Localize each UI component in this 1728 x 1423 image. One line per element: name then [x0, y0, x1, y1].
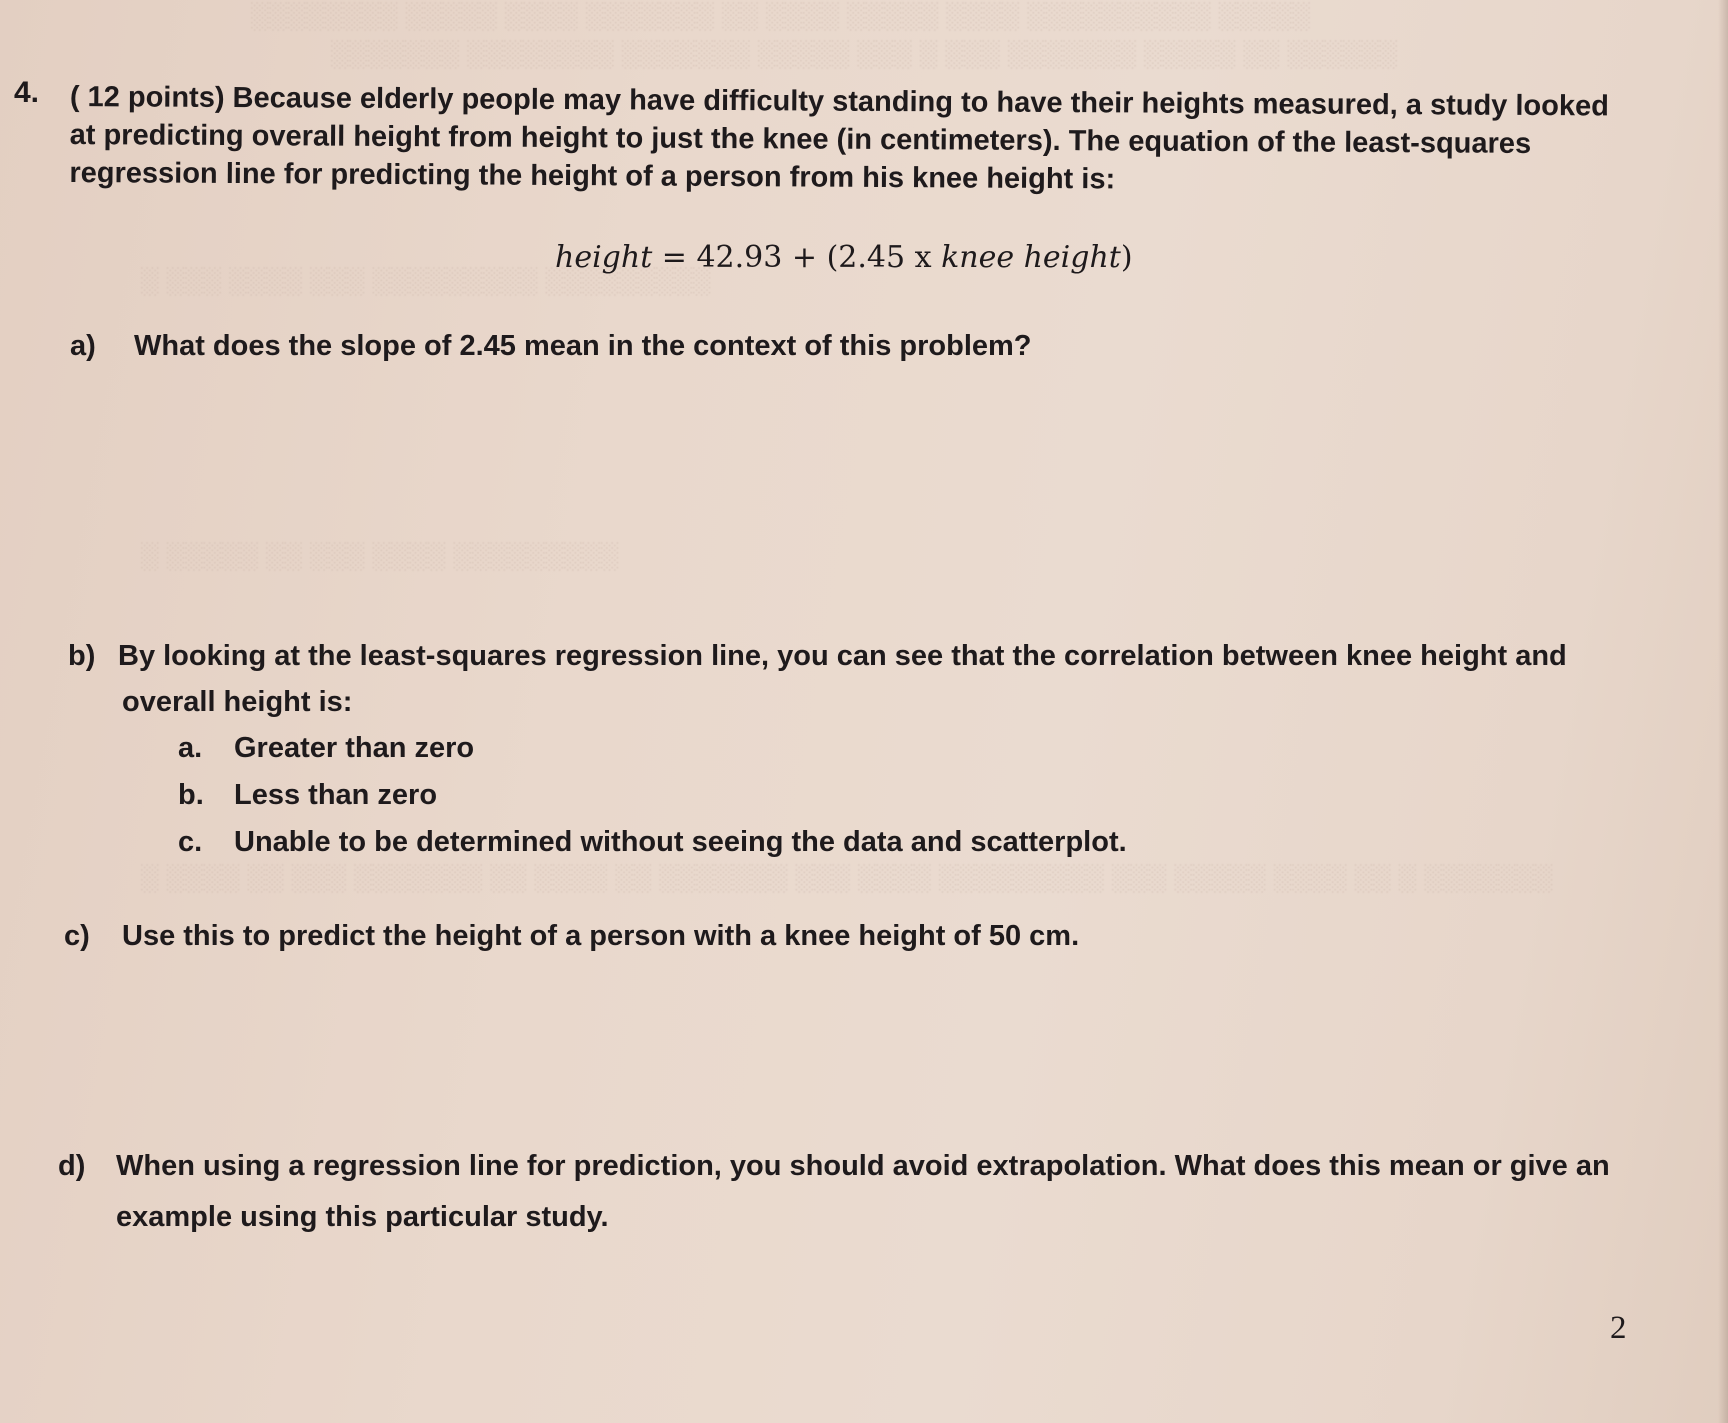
part-c-label: c) — [64, 920, 90, 952]
choice-c-letter: c. — [178, 826, 203, 858]
choice-b-letter: b. — [178, 779, 204, 811]
part-d-line2: example using this particular study. — [116, 1201, 609, 1233]
part-d-label: d) — [58, 1150, 86, 1182]
part-c-text: Use this to predict the height of a person with a knee height of 50 cm. — [122, 920, 1080, 952]
equation-lhs: height — [555, 240, 653, 275]
choice-b — [178, 779, 437, 812]
question-number: 4. — [14, 76, 40, 109]
equation-close: ) — [1120, 240, 1133, 275]
part-a — [70, 330, 1032, 363]
bleed-through-text: ░ ░░░░░ ░░ ░░░ ░░░░ ░░░░░░░░░ — [140, 540, 619, 570]
choice-c — [178, 826, 1127, 859]
part-a-text: What does the slope of 2.45 mean in the context of this problem? — [134, 330, 1032, 362]
part-b-line2: overall height is: — [122, 686, 353, 718]
equation-middle: = 42.93 + (2.45 x — [652, 240, 942, 275]
part-b-line1: By looking at the least-squares regression line, you can see that the correlation between knee height and — [118, 640, 1567, 672]
part-d-line1: When using a regression line for prediction, you should avoid extrapolation. What does this mean or give an — [116, 1150, 1610, 1182]
question-prompt — [69, 78, 1609, 201]
choice-a-letter: a. — [178, 732, 203, 764]
choice-a-text: Greater than zero — [234, 732, 475, 764]
choice-c-text: Unable to be determined without seeing the data and scatterplot. — [234, 826, 1127, 858]
bleed-through-text: ░ ░░░░ ░░ ░░░ ░░░░░░░ ░░ ░░░░ ░░ ░░░░░░░ ░░░ ░░░░ ░░░░░░░░░ ░░░ ░░░░░ ░░░░ ░░ ░ ░░░░░░░ — [140, 862, 1553, 892]
part-c — [64, 920, 1079, 953]
bleed-through-text: ░░░░░░░░ ░░░░░ ░░░░ ░░░░░░░ ░░ ░░░░ ░░░░░ ░░░░ ░░░░░░░░░░ ░░░░░ — [250, 0, 1310, 30]
prompt-line: ( 12 points) Because elderly people may have difficulty standing to have their heights measured, a study looked — [69, 80, 1609, 123]
choice-a — [178, 732, 474, 765]
bleed-through-text: ░░░░░░░ ░░░░░░░░ ░░░░░░░ ░░░░░ ░░░ ░ ░░░ ░░░░░░░ ░░░░░ ░░ ░░░░░░ — [330, 38, 1397, 68]
prompt-line: at predicting overall height from height to just the knee (in centimeters). The equation of the least-squares — [69, 118, 1532, 160]
bleed-through-text: ░ ░░░ ░░░░ ░░░ ░░░░░░░░░ ░░░░░░░░░ — [140, 265, 711, 295]
part-b — [68, 640, 1567, 673]
part-a-label: a) — [70, 330, 96, 362]
equation-variable: knee height — [941, 240, 1121, 275]
page-number: 2 — [1610, 1310, 1627, 1346]
paper-edge-shadow — [1718, 0, 1728, 1423]
regression-equation — [555, 240, 1133, 275]
choice-b-text: Less than zero — [234, 779, 438, 811]
part-b-label: b) — [68, 640, 96, 672]
prompt-line: regression line for predicting the height of a person from his knee height is: — [69, 156, 1116, 196]
part-d — [58, 1150, 1610, 1183]
